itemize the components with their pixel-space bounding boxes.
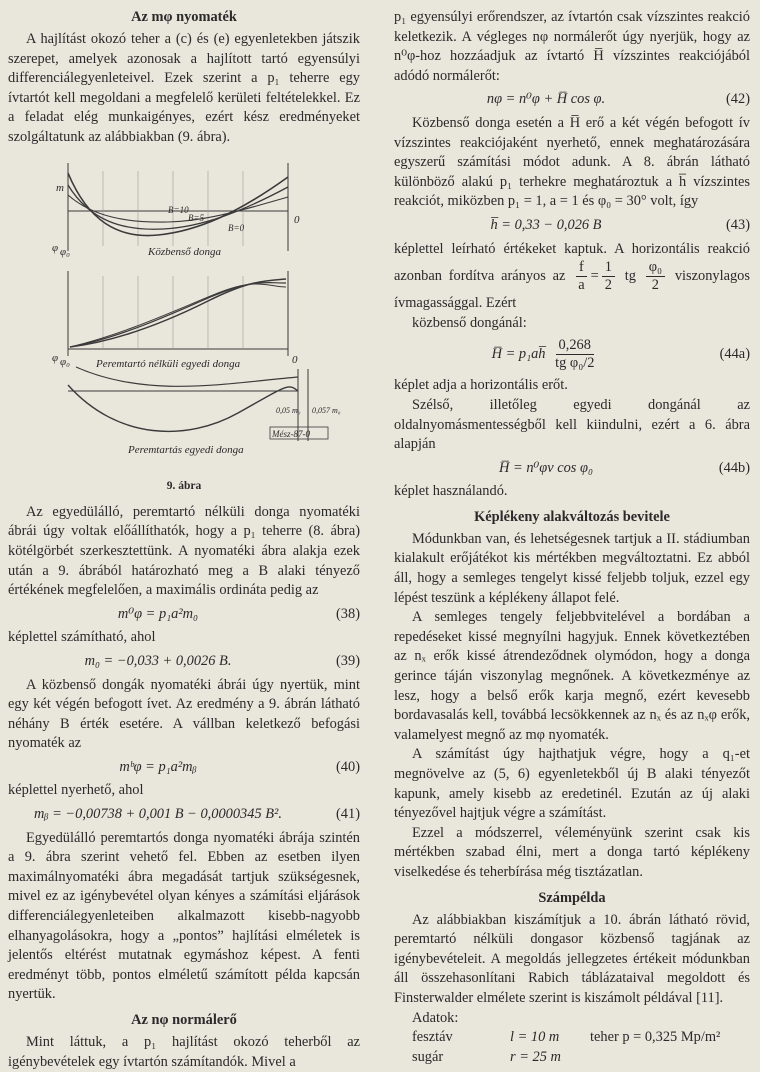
equation-number: (44b) (718, 459, 750, 476)
fraction: $\frac{1}{2}$ (602, 259, 615, 294)
section-heading-plastic: Képlékeny alakváltozás bevitele (474, 508, 670, 525)
phi0-label: φ₀ (60, 245, 70, 258)
data-extra: teher p = 0,325 Mp/m² (590, 1029, 721, 1046)
plot2-label: Peremtartó nélküli egyedi donga (96, 357, 241, 370)
equation-number: (38) (336, 605, 360, 622)
curve-b0 (70, 279, 286, 347)
fraction: $\frac{0,268}{\text{tg φ₀/2}}$ (555, 337, 595, 372)
equals-sign: = (590, 267, 599, 284)
curve-edge (68, 385, 298, 431)
right-column (394, 8, 750, 1067)
equation-body (394, 337, 698, 372)
equation-body: h̅ = 0,33 − 0,026 B (490, 216, 602, 233)
fraction: $\frac{f}{a}$ (575, 259, 587, 294)
stamp: Mész-87-0 (272, 428, 310, 439)
left-column (8, 8, 360, 1072)
paragraph: A számítást úgy hajthatjuk végre, hogy a q₁-et megnövelve az (5, 6) egyenletekből új B alaki tényezőt kapunk, amely kisebb az eredetinél. Ezután az új alaki tényezővel hajtjuk végre a számítást. (394, 746, 750, 822)
m-label: m (56, 181, 64, 194)
phi0-label: φ₀ (60, 355, 70, 368)
phi-label: φ (52, 351, 59, 364)
data-name: sugár (412, 1048, 444, 1065)
equation-number: (44a) (719, 346, 750, 363)
data-value: l = 10 m (510, 1029, 560, 1046)
paragraph: p₁ egyensúlyi erőrendszer, az ívtartón csak vízszintes reakció keletkezik. A végleges nφ normálerőt úgy nyerjük, hogy az n⁰φ-hoz hozzáadjuk az ívtartó H̅ vízszintes reakciójából adódó normálerőt: (394, 9, 750, 84)
equation-body: mᵦ = −0,00738 + 0,001 B − 0,0000345 B². (34, 806, 282, 823)
paragraph-text: képlettel leírható értékeket kaptuk. A horizontális reakció azonban fordítva arányos az (394, 240, 750, 284)
equation-body: H̅ = n⁰φv cos φ₀ (499, 459, 593, 476)
equation-42 (394, 90, 750, 110)
paragraph: Módunkban van, és lehetségesnek tartjuk a II. stádiumban kialakult erőjátékot kis mértékben megváltoztatni. Ez abból áll, hogy a semleges tengelyt kissé feljebb toljuk, ezzel egy lépést teszünk a képlékeny állapot felé. (394, 530, 750, 606)
paragraph-text: viszonylagos ívmagassággal. Ezért (394, 267, 750, 312)
data-row (394, 1028, 750, 1048)
equation-43 (394, 216, 750, 236)
paragraph: Egyedülálló peremtartós donga nyomatéki ábrája szintén a 9. ábra szerint vehető fel. Ebben az esetben ilyen maximálnyomatéki ábra megadását tartjuk szükségesnek, mivel ez az igénybevétel olyan kényes a számítási eljárások differenciálegyenleteiben alkalmazott kisebb-nagyobb elhanyagolásokra, hogy a „pontos” hajlítási elméletek is jelentős eltérést mutatnak egymáshoz képest. A fenti eredményt több, pontos elméletű számított példa kapcsán nyertük. (8, 829, 360, 1003)
equation-40 (8, 758, 360, 778)
equation-number: (39) (336, 652, 360, 669)
equation-number: (41) (336, 806, 360, 823)
curve-label-b0: B=0 (228, 222, 245, 233)
equation-38 (8, 605, 360, 625)
section-heading-example: Számpélda (538, 889, 606, 906)
paragraph: A semleges tengely feljebbvitelével a bordában a repedéseket kissé megnyílni hagyjuk. Ennek következtében az nₓ erők kissé átrendeződnek olymódon, hogy a donga gerince táján viszonylag megnőnek. A következménye az lesz, hogy a belső erők karja megnő, ezért kevesebb bordavasalás kell, továbbá lecsökkennek az nₓ és az nₓφ erők, valamelyest megnő az mφ nyomaték. (394, 609, 750, 743)
paragraph: képlet adja a horizontális erőt. (394, 377, 568, 394)
fraction: $\frac{\text{φ₀}}{2}$ (646, 259, 665, 294)
equation-number: (42) (726, 91, 750, 108)
paragraph: Mint láttuk, a p₁ hajlítást okozó teherből az igénybevételek egy ívtartón számítandók. Mivel a (8, 1034, 360, 1070)
tangent: tg (624, 267, 636, 284)
paragraph: Az egyedülálló, peremtartó nélküli donga nyomatéki ábrái úgy voltak előállíthatók, hogy a p₁ teherre (8. ábra) kötélgörbét szerkesztettünk. A nyomatéki ábra alakja ezek után a 9. ábrából határozható meg a B alaki tényező értékének megfelelően, a maximális ordináta pedig az (8, 503, 360, 599)
equation-41 (8, 805, 360, 825)
phi-label: φ (52, 241, 59, 254)
figure-9-diagram (8, 151, 360, 469)
section-heading-moment: Az mφ nyomaték (131, 9, 237, 25)
paragraph: Szélső, illetőleg egyedi dongánál az oldalnyomásmentességből kell kiindulni, ezért a 6. ábra alapján (394, 396, 750, 453)
equation-body: m₀ = −0,033 + 0,0026 B. (84, 652, 232, 669)
plot3-label: Peremtartás egyedi donga (128, 443, 244, 456)
paragraph: képlettel nyerhető, ahol (8, 782, 144, 799)
zero-label: 0 (292, 353, 298, 366)
data-block (394, 1009, 750, 1068)
equation-44a (394, 337, 750, 372)
equation-body: mᵇφ = p₁a²mᵦ (119, 758, 197, 775)
dimension-label: 0,057 m₀ (312, 405, 341, 415)
paragraph (394, 240, 750, 314)
paragraph: képlet használandó. (394, 483, 508, 500)
curve-label-b10: B=10 (168, 204, 189, 215)
section-heading-normal-force: Az nφ normálerő (131, 1012, 237, 1028)
data-name: fesztáv (412, 1029, 453, 1046)
data-value: r = 25 m (510, 1048, 561, 1065)
paragraph: A hajlítást okozó teher a (c) és (e) egyenletekben játszik szerepet, amelyek azonosak a hajlított tartó egyensúlyi differenciálegyenleteivel. Ezek szerint a p₁ teherre egy ívtartót kell megoldani a megfelelő kerületi feltételekkel. Ez a feladat elég munkaigényes, ezért kész eredményeket szolgáltatunk az alábbiakban (9. ábra). (8, 31, 360, 145)
data-row (394, 1048, 750, 1068)
paragraph: A közbenső dongák nyomatéki ábrái úgy nyertük, mint egy két végén befogott ívet. Az eredmény a 9. ábrán látható néhány B érték esetére. A vállban keletkező befogási nyomaték az (8, 676, 360, 752)
figure-9 (8, 151, 360, 497)
equation-number: (40) (336, 758, 360, 775)
grid-lines (103, 276, 243, 349)
zero-label: 0 (294, 213, 300, 226)
dimension-label: 0,05 m₀ (276, 405, 301, 415)
paragraph: Ezzel a módszerrel, véleményünk szerint csak kis mértékben szabad élni, mert a donga tartó képlékeny viselkedése és teherbírása még tisztázatlan. (394, 824, 750, 880)
equation-lhs: H̅ = p₁ah̅ (491, 346, 546, 363)
paragraph: Az alábbiakban kiszámítjuk a 10. ábrán látható rövid, peremtartó nélküli dongasor közbenső tagjának az igénybevételeit. A megoldás jellegzetes értékeit módunkban áll összehasonlítani Rabich táblázataival megoldott és Finsterwalder elmélete szerint is kiszámolt példával [11]. (394, 911, 750, 1006)
equation-44b (394, 459, 750, 479)
equation-number: (43) (726, 216, 750, 233)
paragraph: képlettel számítható, ahol (8, 629, 156, 646)
paragraph: közbenső dongánál: (412, 314, 527, 331)
equation-body: nφ = n⁰φ + H̅ cos φ. (486, 91, 606, 108)
data-title: Adatok: (412, 1009, 459, 1026)
paragraph: Közbenső donga esetén a H̅ erő a két végén befogott ív vízszintes reakciójaként nyerhető, ennek meghatározására egyszerű számítási módot adunk. A 8. ábrán látható különböző alakú p₁ terhekre meghatároztuk a h̅ vízszintes reakciót, miközben p₁ = 1, a = 1 és φ₀ = 30° volt, így (394, 114, 750, 210)
figure-caption: 9. ábra (166, 480, 202, 493)
plot1-label: Közbenső donga (148, 245, 222, 258)
equation-body: m⁰φ = p₁a²m₀ (117, 605, 199, 622)
curve-label-b5: B=5 (188, 212, 205, 223)
equation-39 (8, 652, 360, 672)
